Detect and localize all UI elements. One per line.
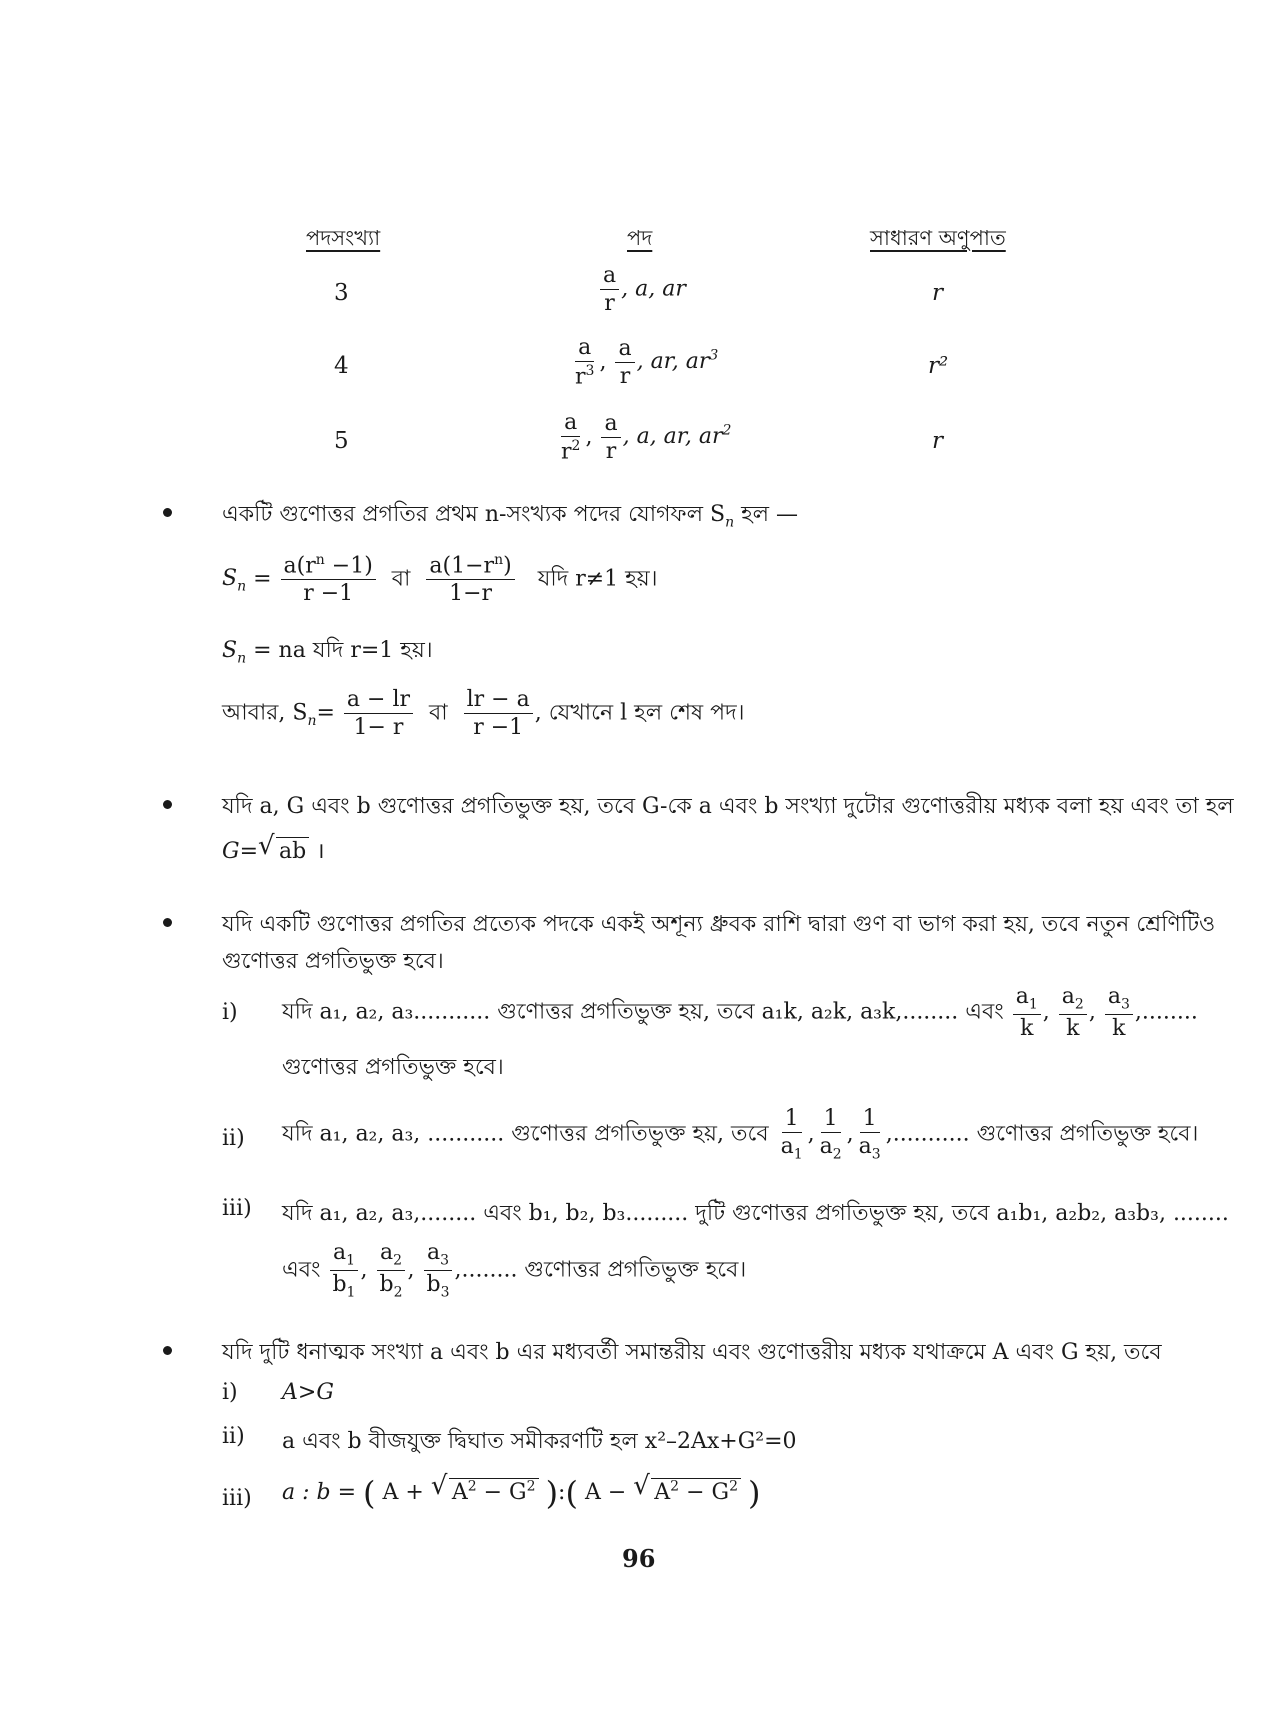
table-row-ratio: r (932, 280, 943, 306)
item-i-text: যদি a₁, a₂, a₃........... গুণোত্তর প্রগতিভুক্ত হয়, তবে a₁k, a₂k, a₃k,........ এবং $\frac{a_1}{k}$ , $\frac{a_2}{k}$ , $\frac{a_3}{k}$ ,........ (282, 984, 1198, 1042)
mult-line2: গুণোত্তর প্রগতিভুক্ত হবে। (222, 949, 444, 974)
bullet (163, 1346, 172, 1355)
sum-formula-r1: $S_n$ = na যদি r=1 হয়। (222, 638, 433, 667)
gm-line2: G= √ ab । (222, 831, 325, 864)
sum-formula-last: আবার, $S_n=$ $\frac{a - lr}{1- r}$ বা $\frac{lr - a}{r -1}$ , যেখানে l হল শেষ পদ। (222, 687, 745, 741)
table-header-ratio: সাধারণ অণুপাত (870, 226, 1006, 250)
table-row-count: 3 (334, 280, 349, 306)
table-header-terms: পদ (627, 226, 653, 250)
item-iii-line1: যদি a₁, a₂, a₃,........ এবং b₁, b₂, b₃......... দুটি গুণোত্তর প্রগতিভুক্ত হয়, তবে a₁b₁, a₂b₂, a₃b₃, ........ (282, 1201, 1229, 1226)
gm-line1: যদি a, G এবং b গুণোত্তর প্রগতিভুক্ত হয়, তবে G-কে a এবং b সংখ্যা দুটোর গুণোত্তরীয় মধ্যক বলা হয় এবং তা হল (222, 794, 1234, 819)
table-row-ratio: r (932, 428, 943, 454)
item-iii-line2: এবং $\frac{a_1}{b_1}$ , $\frac{a_2}{b_2}$ , $\frac{a_3}{b_3}$ ,........ গুণোত্তর প্রগতিভুক্ত হবে। (282, 1240, 747, 1301)
item-label: ii) (222, 1126, 245, 1151)
item-label: ii) (222, 1424, 245, 1449)
item-i-line2: গুণোত্তর প্রগতিভুক্ত হবে। (282, 1055, 504, 1080)
item-label: i) (222, 1380, 238, 1405)
table-row-terms: $\frac{a}{r^2}$ , $\frac{a}{r}$ , a, ar, $ar^2$ (561, 410, 732, 465)
table-row-terms: $\frac{a}{r}$ , a, ar (598, 264, 686, 315)
am-gm-line: যদি দুটি ধনাত্মক সংখ্যা a এবং b এর মধ্যবর্তী সমান্তরীয় এবং গুণোত্তরীয় মধ্যক যথাক্রমে A এবং G হয়, তবে (222, 1340, 1162, 1365)
item-label: iii) (222, 1196, 252, 1221)
page-number: 96 (622, 1544, 656, 1573)
sum-intro: একটি গুণোত্তর প্রগতির প্রথম n-সংখ্যক পদের যোগফল $S_n$ হল — (222, 502, 799, 531)
bullet (163, 508, 172, 517)
am-iii-text: a : b = ( A + √ $A^2 - G^2$ ):( A − √ $A^2 - G^2$ ) (282, 1470, 761, 1512)
sum-formula: $S_n$ = $\frac{a(r^n -1)}{r -1}$ বা $\frac{a(1-r^n)}{1-r}$ যদি r≠1 হয়। (222, 552, 658, 607)
table-header-count: পদসংখ্যা (306, 226, 381, 250)
bullet (163, 918, 172, 927)
mult-line1: যদি একটি গুণোত্তর প্রগতির প্রত্যেক পদকে একই অশূন্য ধ্রুবক রাশি দ্বারা গুণ বা ভাগ করা হয়, তবে নতুন শ্রেণিটিও (222, 912, 1216, 937)
table-row-ratio: r² (928, 353, 949, 379)
am-i-text: A>G (282, 1380, 334, 1405)
item-label: i) (222, 1000, 238, 1025)
bullet (163, 800, 172, 809)
item-ii-text: যদি a₁, a₂, a₃, ........... গুণোত্তর প্রগতিভুক্ত হয়, তবে $\frac{1}{a_1}$ , $\frac{1}{a_2}$ , $\frac{1}{a_3}$ ,........... গুণোত্তর প্রগতিভুক্ত হবে। (282, 1106, 1199, 1163)
table-row-count: 5 (334, 428, 349, 454)
item-label: iii) (222, 1486, 252, 1511)
table-row-count: 4 (334, 353, 349, 379)
am-ii-text: a এবং b বীজযুক্ত দ্বিঘাত সমীকরণটি হল x²–2Ax+G²=0 (282, 1429, 797, 1454)
table-row-terms: $\frac{a}{r^3}$ , $\frac{a}{r}$ , ar, $ar^3$ (575, 335, 719, 390)
